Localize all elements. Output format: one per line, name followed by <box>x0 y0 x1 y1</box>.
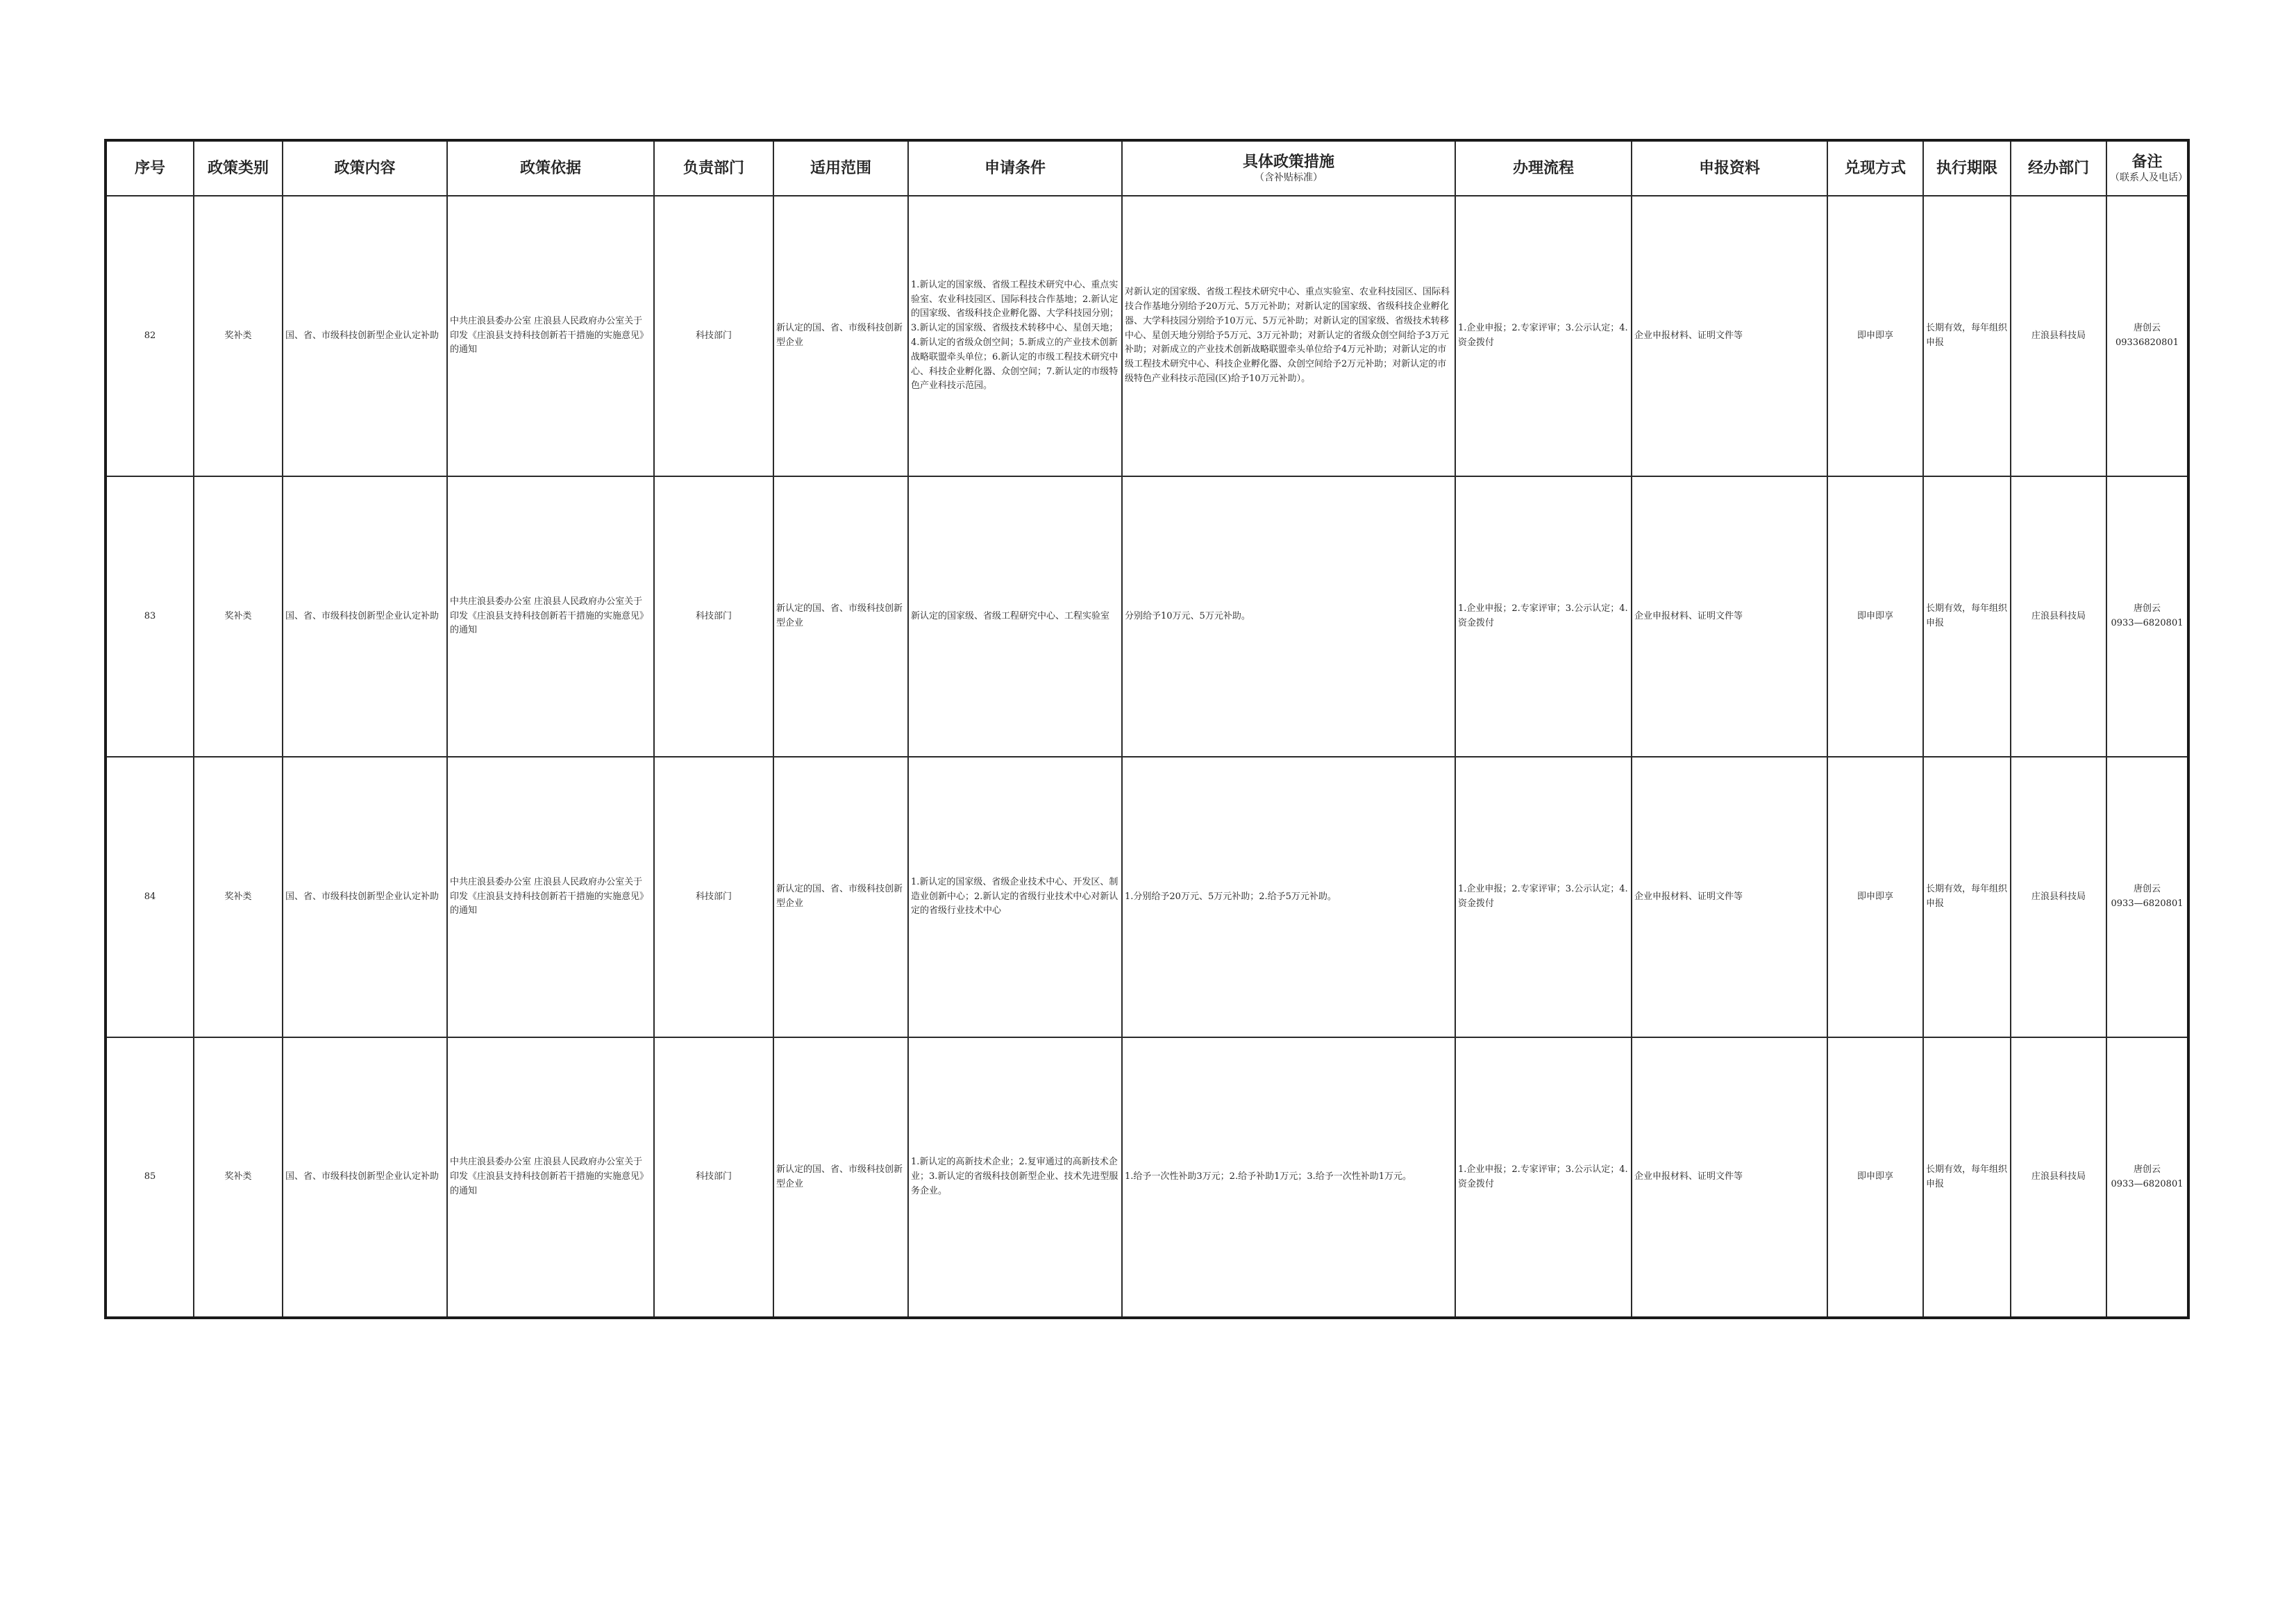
cell-category: 奖补类 <box>194 1037 283 1318</box>
cell-remark <box>2106 196 2188 476</box>
cell-process: 1.企业申报；2.专家评审；3.公示认定；4.资金拨付 <box>1455 196 1632 476</box>
cell-category: 奖补类 <box>194 476 283 757</box>
cell-period: 长期有效，每年组织申报 <box>1923 196 2011 476</box>
contact-name: 唐创云 <box>2133 323 2161 334</box>
cell-redeem: 即申即享 <box>1827 476 1923 757</box>
contact-phone: 0933—6820801 <box>2111 1178 2184 1189</box>
cell-process: 1.企业申报；2.专家评审；3.公示认定；4.资金拨付 <box>1455 476 1632 757</box>
cell-redeem: 即申即享 <box>1827 196 1923 476</box>
cell-measures: 1.分别给予20万元、5万元补助；2.给予5万元补助。 <box>1122 757 1455 1037</box>
cell-basis: 中共庄浪县委办公室 庄浪县人民政府办公室关于印发《庄浪县支持科技创新若干措施的实施意见》的通知 <box>447 1037 654 1318</box>
cell-content: 国、省、市级科技创新型企业认定补助 <box>283 757 447 1037</box>
contact-phone: 0933—6820801 <box>2111 618 2184 628</box>
header-category: 政策类别 <box>194 140 283 196</box>
cell-seq: 83 <box>106 476 194 757</box>
cell-conditions: 1.新认定的国家级、省级工程技术研究中心、重点实验室、农业科技园区、国际科技合作基地；2.新认定的国家级、省级科技企业孵化器、大学科技园分别；3.新认定的国家级、省级技术转移中心、星创天地；4.新认定的省级众创空间；5.新成立的产业技术创新战略联盟牵头单位；6.新认定的市级工程技术研究中心、科技企业孵化器、众创空间；7.新认定的市级特色产业科技示范园。 <box>908 196 1122 476</box>
cell-scope: 新认定的国、省、市级科技创新型企业 <box>773 476 908 757</box>
contact-name: 唐创云 <box>2133 884 2161 895</box>
header-materials: 申报资料 <box>1632 140 1827 196</box>
table-header <box>106 140 2188 196</box>
header-scope: 适用范围 <box>773 140 908 196</box>
table-row <box>106 757 2188 1037</box>
header-process: 办理流程 <box>1455 140 1632 196</box>
header-dept: 负责部门 <box>654 140 773 196</box>
cell-measures: 对新认定的国家级、省级工程技术研究中心、重点实验室、农业科技园区、国际科技合作基地分别给予20万元、5万元补助；对新认定的国家级、省级科技企业孵化器、大学科技园分别给予10万元、5万元补助；对新认定的国家级、省级技术转移中心、星创天地分别给予5万元、3万元补助；对新认定的省级众创空间给予3万元补助；对新成立的产业技术创新战略联盟牵头单位给予4万元补助；对新认定的市级工程技术研究中心、科技企业孵化器、众创空间给予2万元补助；对新认定的市级特色产业科技示范园(区)给予10万元补助）。 <box>1122 196 1455 476</box>
table-row <box>106 476 2188 757</box>
header-remark <box>2106 140 2188 196</box>
header-seq: 序号 <box>106 140 194 196</box>
cell-seq: 84 <box>106 757 194 1037</box>
cell-dept: 科技部门 <box>654 1037 773 1318</box>
cell-basis: 中共庄浪县委办公室 庄浪县人民政府办公室关于印发《庄浪县支持科技创新若干措施的实施意见》的通知 <box>447 757 654 1037</box>
cell-category: 奖补类 <box>194 757 283 1037</box>
cell-conditions: 新认定的国家级、省级工程研究中心、工程实验室 <box>908 476 1122 757</box>
header-remark-title: 备注 <box>2131 153 2163 171</box>
header-content: 政策内容 <box>283 140 447 196</box>
cell-handler: 庄浪县科技局 <box>2011 476 2106 757</box>
header-remark-sub: （联系人及电话） <box>2110 172 2188 184</box>
table-row <box>106 1037 2188 1318</box>
cell-seq: 82 <box>106 196 194 476</box>
cell-basis: 中共庄浪县委办公室 庄浪县人民政府办公室关于印发《庄浪县支持科技创新若干措施的实施意见》的通知 <box>447 476 654 757</box>
header-measures-sub: （含补贴标准） <box>1255 172 1323 184</box>
cell-redeem: 即申即享 <box>1827 757 1923 1037</box>
cell-remark <box>2106 476 2188 757</box>
header-conditions: 申请条件 <box>908 140 1122 196</box>
cell-period: 长期有效，每年组织申报 <box>1923 476 2011 757</box>
cell-period: 长期有效，每年组织申报 <box>1923 1037 2011 1318</box>
cell-materials: 企业申报材料、证明文件等 <box>1632 1037 1827 1318</box>
contact-name: 唐创云 <box>2133 1164 2161 1175</box>
header-period: 执行期限 <box>1923 140 2011 196</box>
contact-phone: 0933—6820801 <box>2111 898 2184 909</box>
contact-name: 唐创云 <box>2133 603 2161 614</box>
policy-sheet <box>104 139 2190 1319</box>
header-measures-title: 具体政策措施 <box>1242 153 1334 171</box>
cell-remark <box>2106 757 2188 1037</box>
cell-scope: 新认定的国、省、市级科技创新型企业 <box>773 1037 908 1318</box>
cell-category: 奖补类 <box>194 196 283 476</box>
cell-content: 国、省、市级科技创新型企业认定补助 <box>283 1037 447 1318</box>
table-row <box>106 196 2188 476</box>
header-measures <box>1122 140 1455 196</box>
header-redeem: 兑现方式 <box>1827 140 1923 196</box>
cell-process: 1.企业申报；2.专家评审；3.公示认定；4.资金拨付 <box>1455 757 1632 1037</box>
cell-dept: 科技部门 <box>654 757 773 1037</box>
cell-measures: 分别给予10万元、5万元补助。 <box>1122 476 1455 757</box>
cell-seq: 85 <box>106 1037 194 1318</box>
table-body <box>106 196 2188 1318</box>
cell-dept: 科技部门 <box>654 196 773 476</box>
header-basis: 政策依据 <box>447 140 654 196</box>
header-row <box>106 140 2188 196</box>
cell-process: 1.企业申报；2.专家评审；3.公示认定；4.资金拨付 <box>1455 1037 1632 1318</box>
cell-content: 国、省、市级科技创新型企业认定补助 <box>283 476 447 757</box>
cell-handler: 庄浪县科技局 <box>2011 1037 2106 1318</box>
cell-dept: 科技部门 <box>654 476 773 757</box>
cell-materials: 企业申报材料、证明文件等 <box>1632 757 1827 1037</box>
cell-handler: 庄浪县科技局 <box>2011 196 2106 476</box>
cell-remark <box>2106 1037 2188 1318</box>
cell-redeem: 即申即享 <box>1827 1037 1923 1318</box>
cell-content: 国、省、市级科技创新型企业认定补助 <box>283 196 447 476</box>
cell-materials: 企业申报材料、证明文件等 <box>1632 196 1827 476</box>
cell-handler: 庄浪县科技局 <box>2011 757 2106 1037</box>
header-handler: 经办部门 <box>2011 140 2106 196</box>
cell-conditions: 1.新认定的高新技术企业；2.复审通过的高新技术企业；3.新认定的省级科技创新型企业、技术先进型服务企业。 <box>908 1037 1122 1318</box>
cell-scope: 新认定的国、省、市级科技创新型企业 <box>773 196 908 476</box>
cell-materials: 企业申报材料、证明文件等 <box>1632 476 1827 757</box>
cell-scope: 新认定的国、省、市级科技创新型企业 <box>773 757 908 1037</box>
cell-conditions: 1.新认定的国家级、省级企业技术中心、开发区、制造业创新中心；2.新认定的省级行业技术中心对新认定的省级行业技术中心 <box>908 757 1122 1037</box>
cell-period: 长期有效，每年组织申报 <box>1923 757 2011 1037</box>
policy-table <box>104 139 2190 1319</box>
cell-basis: 中共庄浪县委办公室 庄浪县人民政府办公室关于印发《庄浪县支持科技创新若干措施的实施意见》的通知 <box>447 196 654 476</box>
cell-measures: 1.给予一次性补助3万元；2.给予补助1万元；3.给予一次性补助1万元。 <box>1122 1037 1455 1318</box>
contact-phone: 09336820801 <box>2115 337 2179 348</box>
